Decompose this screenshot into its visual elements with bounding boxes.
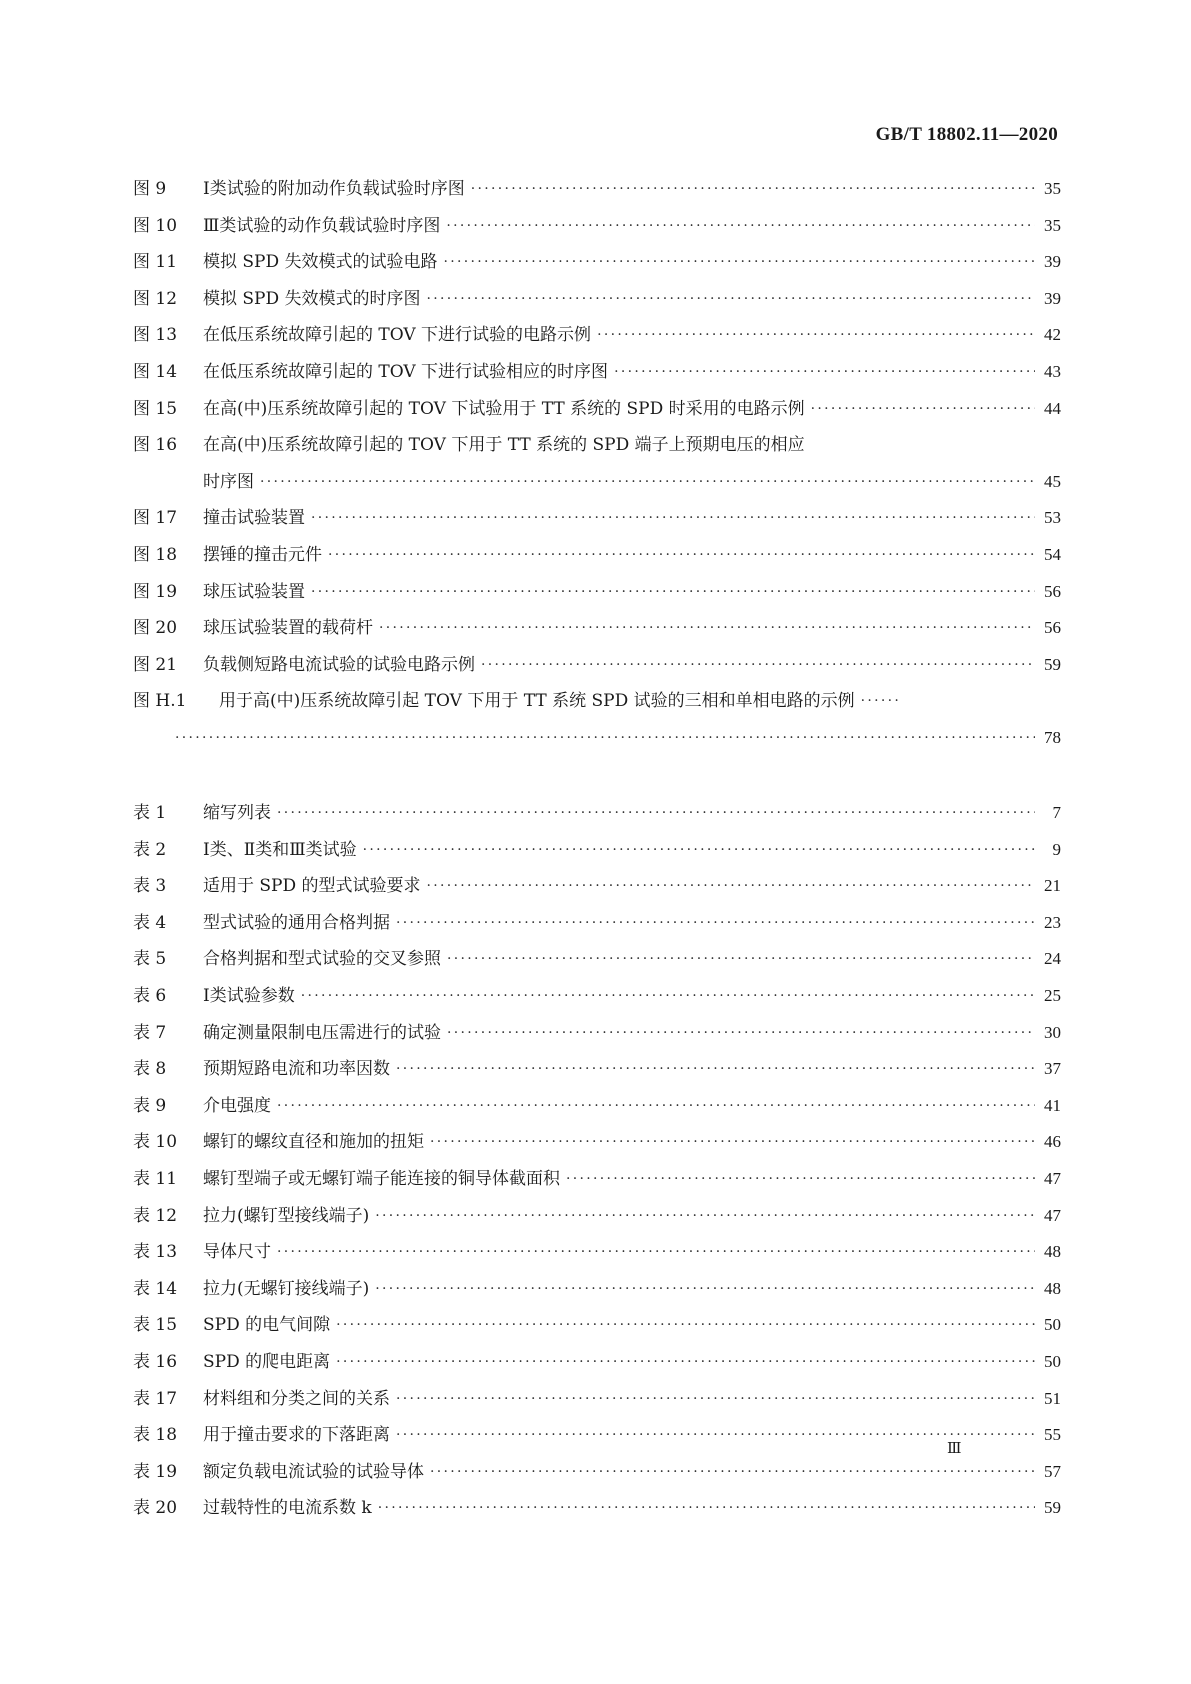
toc-entry-figure[interactable] <box>133 544 1061 581</box>
figure-title: 负载侧短路电流试验的试验电路示例 <box>203 654 475 675</box>
figure-title: 球压试验装置的载荷杆 <box>203 618 373 639</box>
dot-leader <box>811 398 1035 420</box>
table-title: Ⅰ类试验参数 <box>203 985 295 1006</box>
table-label: 表 7 <box>133 1022 167 1043</box>
toc-entry-table[interactable] <box>133 1131 1061 1168</box>
page-ref: 57 <box>1044 1461 1061 1481</box>
page-ref: 55 <box>1044 1425 1061 1445</box>
toc-entry-figure[interactable] <box>133 617 1061 654</box>
dot-leader <box>396 1058 1035 1080</box>
figure-list <box>133 178 1061 764</box>
table-title: 缩写列表 <box>203 803 271 823</box>
figure-title: 用于高(中)压系统故障引起 TOV 下用于 TT 系统 SPD 试验的三相和单相电路的示例 <box>219 691 855 712</box>
dot-leader <box>375 1205 1035 1227</box>
toc-entry-figure[interactable] <box>133 288 1061 325</box>
figure-title: 在低压系统故障引起的 TOV 下进行试验相应的时序图 <box>203 361 609 382</box>
table-label: 表 12 <box>133 1205 178 1226</box>
table-title: Ⅰ类、Ⅱ类和Ⅲ类试验 <box>203 839 357 860</box>
page-ref: 54 <box>1044 544 1061 564</box>
figure-title: 球压试验装置 <box>203 581 305 602</box>
dot-leader <box>471 178 1035 200</box>
toc-entry-table[interactable] <box>133 1168 1061 1205</box>
figure-title: 摆锤的撞击元件 <box>203 544 322 565</box>
table-list <box>133 802 1061 1534</box>
table-label: 表 3 <box>133 876 167 897</box>
page-ref: 30 <box>1044 1022 1061 1042</box>
toc-entry-table[interactable] <box>133 948 1061 985</box>
table-title: 拉力(螺钉型接线端子) <box>203 1205 370 1226</box>
table-title: 螺钉型端子或无螺钉端子能连接的铜导体截面积 <box>203 1168 560 1189</box>
table-label: 表 5 <box>133 949 167 970</box>
page-ref: 35 <box>1044 215 1061 235</box>
table-label: 表 6 <box>133 985 167 1006</box>
figure-label: 图 21 <box>133 654 178 675</box>
table-title: 过载特性的电流系数 k <box>203 1498 372 1519</box>
page-ref: 9 <box>1052 839 1061 859</box>
page-ref: 51 <box>1044 1388 1061 1408</box>
toc-entry-figure[interactable] <box>133 178 1061 215</box>
table-label: 表 4 <box>133 912 167 933</box>
table-label: 表 19 <box>133 1461 178 1482</box>
page-ref: 47 <box>1044 1168 1061 1188</box>
figure-title-line1: 在高(中)压系统故障引起的 TOV 下用于 TT 系统的 SPD 端子上预期电压的相应 <box>203 435 805 456</box>
table-label: 表 2 <box>133 839 167 860</box>
page-ref: 47 <box>1044 1205 1061 1225</box>
figure-label: 图 10 <box>133 215 178 236</box>
toc-entry-table[interactable] <box>133 985 1061 1022</box>
dot-leader <box>446 215 1035 237</box>
page-ref: 50 <box>1044 1351 1061 1371</box>
toc-entry-table[interactable] <box>133 1314 1061 1351</box>
table-label: 表 18 <box>133 1425 178 1446</box>
table-title: 适用于 SPD 的型式试验要求 <box>203 876 421 897</box>
page-ref: 37 <box>1044 1059 1061 1079</box>
figure-title-line2: 时序图 <box>203 471 254 492</box>
toc-entry-table[interactable] <box>133 912 1061 949</box>
figure-label: 图 15 <box>133 398 178 419</box>
toc-entry-figure[interactable] <box>133 654 1061 691</box>
figure-title: 在高(中)压系统故障引起的 TOV 下试验用于 TT 系统的 SPD 时采用的电路示例 <box>203 398 805 419</box>
dot-leader <box>311 507 1035 529</box>
page-ref: 23 <box>1044 912 1061 932</box>
figure-label: 图 16 <box>133 435 178 456</box>
dot-leader <box>277 802 1035 824</box>
page-ref: 78 <box>1044 727 1061 747</box>
table-label: 表 10 <box>133 1132 178 1153</box>
figure-title: 撞击试验装置 <box>203 508 305 529</box>
figure-label: 图 17 <box>133 508 178 529</box>
page-ref: 35 <box>1044 179 1061 198</box>
table-label: 表 14 <box>133 1278 178 1299</box>
page-ref: 44 <box>1044 398 1061 418</box>
toc-entry-figure[interactable] <box>133 361 1061 398</box>
toc-entry-table[interactable] <box>133 1095 1061 1132</box>
dot-leader <box>427 875 1035 897</box>
toc-entry-table[interactable] <box>133 1424 1061 1461</box>
figure-title: Ⅲ类试验的动作负载试验时序图 <box>203 215 441 236</box>
dot-leader <box>277 1241 1035 1263</box>
figure-title: 模拟 SPD 失效模式的试验电路 <box>203 252 438 273</box>
page-number: Ⅲ <box>947 1439 962 1457</box>
figure-title: 在低压系统故障引起的 TOV 下进行试验的电路示例 <box>203 325 592 346</box>
table-label: 表 1 <box>133 803 167 823</box>
page-ref: 59 <box>1044 1498 1061 1518</box>
toc-entry-figure[interactable] <box>133 398 1061 435</box>
table-title: 型式试验的通用合格判据 <box>203 912 390 933</box>
page-ref: 48 <box>1044 1278 1061 1298</box>
dot-leader <box>311 581 1035 603</box>
figure-label: 图 20 <box>133 618 178 639</box>
toc-entry-table[interactable] <box>133 1351 1061 1388</box>
figure-label: 图 12 <box>133 288 178 309</box>
toc-entry-table[interactable] <box>133 875 1061 912</box>
dot-leader <box>481 654 1035 676</box>
toc-entry-figure[interactable] <box>133 690 1061 763</box>
table-title: SPD 的电气间隙 <box>203 1315 331 1336</box>
toc-entry-figure[interactable] <box>133 215 1061 252</box>
dot-leader <box>614 361 1035 383</box>
table-label: 表 13 <box>133 1242 178 1263</box>
page-ref: 59 <box>1044 654 1061 674</box>
dot-leader <box>597 324 1035 346</box>
toc-entry-figure[interactable] <box>133 434 1061 507</box>
table-title: 导体尺寸 <box>203 1242 271 1263</box>
dot-leader <box>861 690 901 712</box>
toc-entry-table[interactable] <box>133 1461 1061 1498</box>
table-title: 螺钉的螺纹直径和施加的扭矩 <box>203 1132 424 1153</box>
table-label: 表 8 <box>133 1059 167 1080</box>
toc-entry-table[interactable] <box>133 1278 1061 1315</box>
table-title: 预期短路电流和功率因数 <box>203 1059 390 1080</box>
page-ref: 46 <box>1044 1132 1061 1152</box>
dot-leader <box>379 617 1035 639</box>
figure-label: 图 14 <box>133 361 178 382</box>
page-ref: 25 <box>1044 985 1061 1005</box>
page-ref: 45 <box>1044 471 1061 491</box>
dot-leader <box>301 985 1035 1007</box>
toc-entry-table[interactable] <box>133 1241 1061 1278</box>
dot-leader <box>378 1497 1035 1519</box>
toc-entry-table[interactable] <box>133 1058 1061 1095</box>
dot-leader <box>375 1278 1035 1300</box>
figure-label: 图 13 <box>133 325 178 346</box>
dot-leader <box>260 471 1035 493</box>
dot-leader <box>328 544 1035 566</box>
table-label: 表 15 <box>133 1315 178 1336</box>
table-title: 介电强度 <box>203 1095 271 1116</box>
dot-leader <box>427 288 1035 310</box>
table-label: 表 17 <box>133 1388 178 1409</box>
toc-entry-figure[interactable] <box>133 581 1061 618</box>
table-title: SPD 的爬电距离 <box>203 1351 331 1372</box>
dot-leader <box>396 1388 1035 1410</box>
page-ref: 39 <box>1044 288 1061 308</box>
figure-label: 图 18 <box>133 544 178 565</box>
page-ref: 50 <box>1044 1315 1061 1335</box>
table-title: 材料组和分类之间的关系 <box>203 1388 390 1409</box>
figure-label: 图 9 <box>133 179 167 199</box>
dot-leader <box>447 948 1035 970</box>
table-label: 表 16 <box>133 1351 178 1372</box>
toc-entry-table[interactable] <box>133 1022 1061 1059</box>
dot-leader <box>444 251 1035 273</box>
figure-label: 图 H.1 <box>133 691 187 712</box>
page-ref: 48 <box>1044 1242 1061 1262</box>
standard-code: GB/T 18802.11—2020 <box>875 124 1058 145</box>
dot-leader <box>336 1351 1035 1373</box>
table-title: 确定测量限制电压需进行的试验 <box>203 1022 441 1043</box>
page-ref: 7 <box>1052 803 1061 822</box>
toc-entry-table[interactable] <box>133 802 1061 839</box>
toc-entry-figure[interactable] <box>133 251 1061 288</box>
table-label: 表 11 <box>133 1168 178 1189</box>
page-ref: 42 <box>1044 325 1061 345</box>
figure-title: Ⅰ类试验的附加动作负载试验时序图 <box>203 179 465 199</box>
page-ref: 56 <box>1044 618 1061 638</box>
toc-entry-figure[interactable] <box>133 324 1061 361</box>
page-ref: 56 <box>1044 581 1061 601</box>
page-ref: 53 <box>1044 508 1061 528</box>
toc-entry-table[interactable] <box>133 839 1061 876</box>
page-ref: 39 <box>1044 252 1061 272</box>
toc-entry-table[interactable] <box>133 1497 1061 1534</box>
page-ref: 43 <box>1044 361 1061 381</box>
table-title: 用于撞击要求的下落距离 <box>203 1425 390 1446</box>
dot-leader <box>566 1168 1035 1190</box>
dot-leader <box>430 1461 1035 1483</box>
toc-entry-figure[interactable] <box>133 507 1061 544</box>
page-ref: 41 <box>1044 1095 1061 1115</box>
dot-leader <box>396 912 1035 934</box>
figure-title: 模拟 SPD 失效模式的时序图 <box>203 288 421 309</box>
dot-leader <box>363 839 1035 861</box>
dot-leader <box>336 1314 1035 1336</box>
toc-entry-table[interactable] <box>133 1388 1061 1425</box>
toc-entry-table[interactable] <box>133 1205 1061 1242</box>
table-label: 表 20 <box>133 1498 178 1519</box>
dot-leader <box>430 1131 1035 1153</box>
page-ref: 24 <box>1044 949 1061 969</box>
figure-label: 图 11 <box>133 252 178 273</box>
dot-leader <box>396 1424 1035 1446</box>
dot-leader <box>447 1022 1035 1044</box>
figure-label: 图 19 <box>133 581 178 602</box>
page-ref: 21 <box>1044 876 1061 896</box>
dot-leader <box>277 1095 1035 1117</box>
table-title: 合格判据和型式试验的交叉参照 <box>203 949 441 970</box>
table-title: 拉力(无螺钉接线端子) <box>203 1278 370 1299</box>
table-title: 额定负载电流试验的试验导体 <box>203 1461 424 1482</box>
dot-leader <box>175 727 1035 749</box>
table-label: 表 9 <box>133 1095 167 1116</box>
